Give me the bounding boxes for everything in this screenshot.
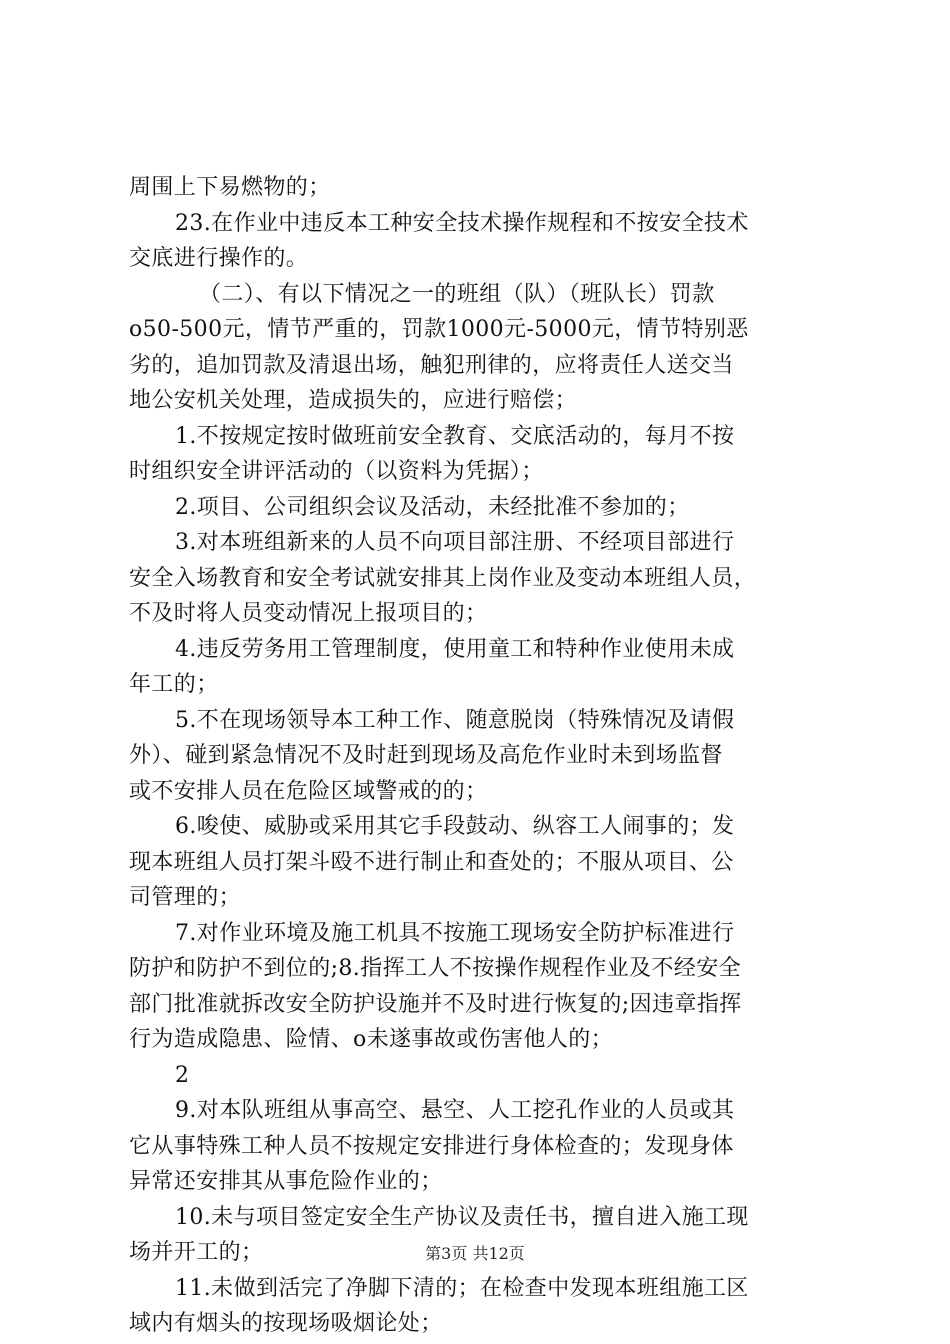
text-line: 9.对本队班组从事高空、悬空、人工挖孔作业的人员或其 [175, 1098, 735, 1123]
text-line: 劣的，追加罚款及清退出场，触犯刑律的，应将责任人送交当 [129, 352, 734, 378]
text-line: 3.对本班组新来的人员不向项目部注册、不经项目部进行 [175, 530, 735, 555]
document-body [129, 170, 841, 1342]
text-line: 场并开工的； [129, 1240, 264, 1265]
text-line: 2 [175, 1062, 190, 1088]
text-line: 6.唆使、威胁或采用其它手段鼓动、纵容工人闹事的；发 [175, 814, 735, 839]
text-line: 11.未做到活完了净脚下清的；在检查中发现本班组施工区 [175, 1275, 749, 1301]
text-line: 域内有烟头的按现场吸烟论处； [129, 1311, 443, 1336]
text-line: 异常还安排其从事危险作业的； [129, 1169, 443, 1194]
text-line: 或不安排人员在危险区域警戒的的； [129, 778, 488, 804]
text-line: 5.不在现场领导本工种工作、随意脱岗（特殊情况及请假 [175, 707, 735, 733]
text-line: 2.项目、公司组织会议及活动，未经批准不参加的； [175, 494, 690, 520]
text-line: 不及时将人员变动情况上报项目的； [129, 601, 488, 626]
text-line: 4.违反劳务用工管理制度，使用童工和特种作业使用未成 [175, 636, 735, 662]
text-line: 部门批准就拆改安全防护设施并不及时进行恢复的;因违章指挥 [129, 991, 742, 1017]
text-line: 1.不按规定按时做班前安全教育、交底活动的，每月不按 [175, 423, 735, 449]
text-line: 现本班组人员打架斗殴不进行制止和查处的；不服从项目、公 [129, 849, 734, 875]
page-footer: 第3页 共12页 [425, 1244, 525, 1263]
text-line: 时组织安全讲评活动的（以资料为凭据）； [129, 459, 544, 484]
text-line: 23.在作业中违反本工种安全技术操作规程和不按安全技术 [175, 210, 749, 236]
text-line: 10.未与项目签定安全生产协议及责任书，擅自进入施工现 [175, 1204, 749, 1230]
text-line: 防护和防护不到位的;8.指挥工人不按操作规程作业及不经安全 [129, 956, 742, 981]
text-line: 交底进行操作的。 [129, 246, 309, 271]
text-line: 地公安机关处理，造成损失的，应进行赔偿； [129, 388, 578, 413]
text-line: 年工的； [129, 672, 219, 697]
text-line: 周围上下易燃物的； [129, 175, 331, 200]
text-line: 行为造成隐患、险情、o未遂事故或伤害他人的； [129, 1027, 614, 1052]
text-line: 安全入场教育和安全考试就安排其上岗作业及变动本班组人员， [129, 565, 757, 591]
text-line: 外）、碰到紧急情况不及时赶到现场及高危作业时未到场监督 [129, 743, 723, 768]
text-line: o50-500元，情节严重的，罚款1000元-5000元，情节特别恶 [129, 317, 749, 342]
text-line: （二）、有以下情况之一的班组（队）（班队长）罚款 [199, 281, 715, 307]
text-line: 7.对作业环境及施工机具不按施工现场安全防护标准进行 [175, 920, 735, 946]
text-line: 它从事特殊工种人员不按规定安排进行身体检查的；发现身体 [129, 1133, 734, 1159]
text-line: 司管理的； [129, 885, 242, 910]
